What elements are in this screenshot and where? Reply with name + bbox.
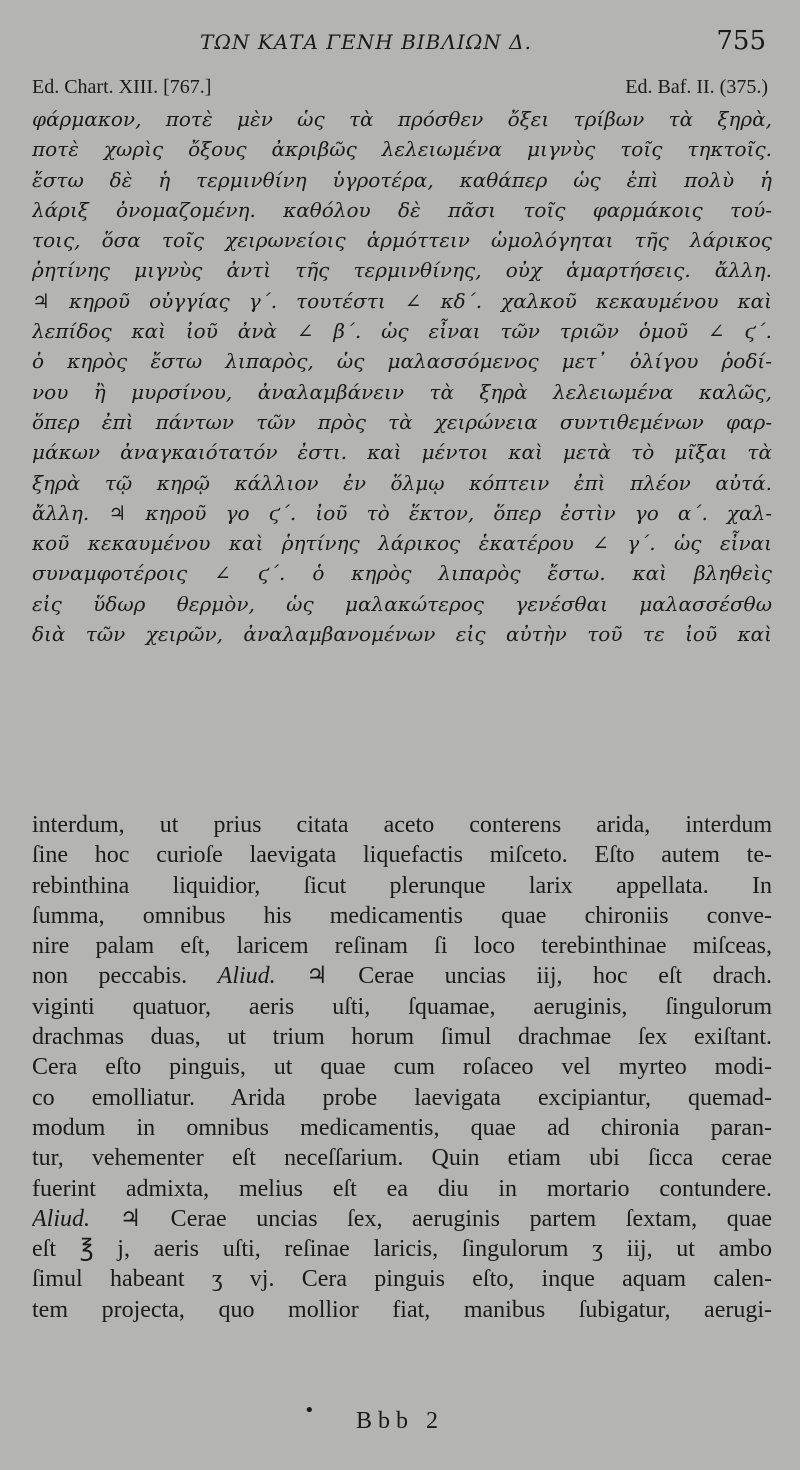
latin-line: fuerint admixta, melius eſt ea diu in mortario contundere.	[32, 1175, 772, 1202]
signature-dot: •	[304, 1400, 315, 1421]
greek-line: ἔστω δὲ ἡ τερμινθίνη ὑγροτέρα, καθάπερ ὡς ἐπὶ πολὺ ἡ	[32, 167, 772, 192]
greek-line: εἰς ὕδωρ θερμὸν, ὡς μαλακώτερος γενέσθαι μαλασσέσθω	[32, 591, 772, 616]
latin-line: eſt ℥ j, aeris uſti, reſinae laricis, ſingulorum ʒ iij, ut ambo	[32, 1236, 772, 1263]
latin-line: rebinthina liquidior, ſicut plerunque larix appellata. In	[32, 872, 772, 899]
greek-line: ἄλλη. ♃ κηροῦ γο ϛ΄. ἰοῦ τὸ ἕκτον, ὅπερ ἐστὶν γο α΄. χαλ-	[32, 500, 772, 525]
latin-line: tem projecta, quo mollior fiat, manibus ſubigatur, aerugi-	[32, 1296, 772, 1323]
latin-line: interdum, ut prius citata aceto conterens arida, interdum	[32, 812, 772, 838]
latin-line: modum in omnibus medicamentis, quae ad chironia paran-	[32, 1114, 772, 1141]
greek-line: ὅπερ ἐπὶ πάντων τῶν πρὸς τὰ χειρώνεια συντιθεμένων φαρ-	[32, 409, 772, 434]
latin-line: ſimul habeant ʒ vj. Cera pinguis eſto, inque aquam calen-	[32, 1266, 772, 1293]
latin-line: Aliud. ♃ Cerae uncias ſex, aeruginis partem ſextam, quae	[32, 1205, 772, 1232]
latin-line: nire palam eſt, laricem reſinam ſi loco terebinthinae miſceas,	[32, 933, 772, 960]
latin-text-block	[32, 810, 772, 1325]
aliud-marker: Aliud.	[32, 1205, 90, 1232]
greek-line: κοῦ κεκαυμένου καὶ ῥητίνης λάρικος ἑκατέρου ∠ γ΄. ὡς εἶναι	[32, 531, 772, 556]
greek-line: ὁ κηρὸς ἔστω λιπαρὸς, ὡς μαλασσόμενος μετ᾽ ὀλίγου ῥοδί-	[32, 349, 772, 374]
edition-references	[32, 76, 768, 102]
edition-basel-ref: Ed. Baf. II. (375.)	[625, 76, 768, 98]
greek-text-block	[32, 104, 772, 649]
greek-line: ποτὲ χωρὶς ὄξους ἀκριβῶς λελειωμένα μιγνὺς τοῖς τηκτοῖς.	[32, 137, 772, 162]
greek-line: φάρμακον, ποτὲ μὲν ὡς τὰ πρόσθεν ὄξει τρίβων τὰ ξηρὰ,	[32, 107, 772, 131]
latin-line: viginti quatuor, aeris uſti, ſquamae, aeruginis, ſingulorum	[32, 993, 772, 1020]
latin-line: Cera eſto pinguis, ut quae cum roſaceo vel myrteo modi-	[32, 1054, 772, 1081]
running-head	[0, 26, 800, 60]
latin-line: tur, vehementer eſt neceſſarium. Quin etiam ubi ſicca cerae	[32, 1145, 772, 1172]
greek-line: μάκων ἀναγκαιότατόν ἐστι. καὶ μέντοι καὶ μετὰ τὸ μῖξαι τὰ	[32, 440, 772, 465]
signature-mark: Bbb 2	[355, 1408, 444, 1434]
greek-line: τοις, ὅσα τοῖς χειρωνείοις ἁρμόττειν ὡμολόγηται τῆς λάρικος	[32, 228, 772, 253]
running-head-title: ΤΩΝ ΚΑΤΑ ΓΕΝΗ ΒΙΒΛΙΩΝ Δ.	[200, 30, 532, 54]
greek-line: ῥητίνης μιγνὺς ἀντὶ τῆς τερμινθίνης, οὐχ ἁμαρτήσεις. ἄλλη.	[32, 258, 772, 283]
latin-line: ſumma, omnibus his medicamentis quae chironiis conve-	[32, 902, 772, 929]
latin-line: drachmas duas, ut trium horum ſimul drachmae ſex exiſtant.	[32, 1024, 772, 1051]
greek-line: ♃ κηροῦ οὐγγίας γ΄. τουτέστι ∠ κδ΄. χαλκοῦ κεκαυμένου καὶ	[32, 288, 772, 313]
greek-line: συναμφοτέροις ∠ ϛ΄. ὁ κηρὸς λιπαρὸς ἔστω. καὶ βληθεὶς	[32, 561, 772, 586]
page-number: 755	[716, 26, 766, 56]
aliud-marker: Aliud.	[217, 963, 276, 990]
greek-line: νου ἢ μυρσίνου, ἀναλαμβάνειν τὰ ξηρὰ λελειωμένα καλῶς,	[32, 379, 772, 404]
latin-line: co emolliatur. Arida probe laevigata excipiantur, quemad-	[32, 1084, 772, 1111]
latin-line: ſine hoc curioſe laevigata liquefactis miſceto. Eſto autem te-	[32, 842, 772, 869]
greek-line: ξηρὰ τῷ κηρῷ κάλλιον ἐν ὅλμῳ κόπτειν ἐπὶ πλέον αὐτά.	[32, 470, 772, 495]
edition-chartier-ref: Ed. Chart. XIII. [767.]	[32, 76, 212, 98]
greek-line: λάριξ ὀνομαζομένη. καθόλου δὲ πᾶσι τοῖς φαρμάκοις τού-	[32, 197, 772, 222]
greek-line: διὰ τῶν χειρῶν, ἀναλαμβανομένων εἰς αὐτὴν τοῦ τε ἰοῦ καὶ	[32, 622, 772, 647]
latin-line: non peccabis. Aliud. ♃ Cerae uncias iij, hoc eſt drach.	[32, 963, 772, 990]
greek-line: λεπίδος καὶ ἰοῦ ἀνὰ ∠ β΄. ὡς εἶναι τῶν τριῶν ὁμοῦ ∠ ϛ΄.	[32, 319, 772, 344]
